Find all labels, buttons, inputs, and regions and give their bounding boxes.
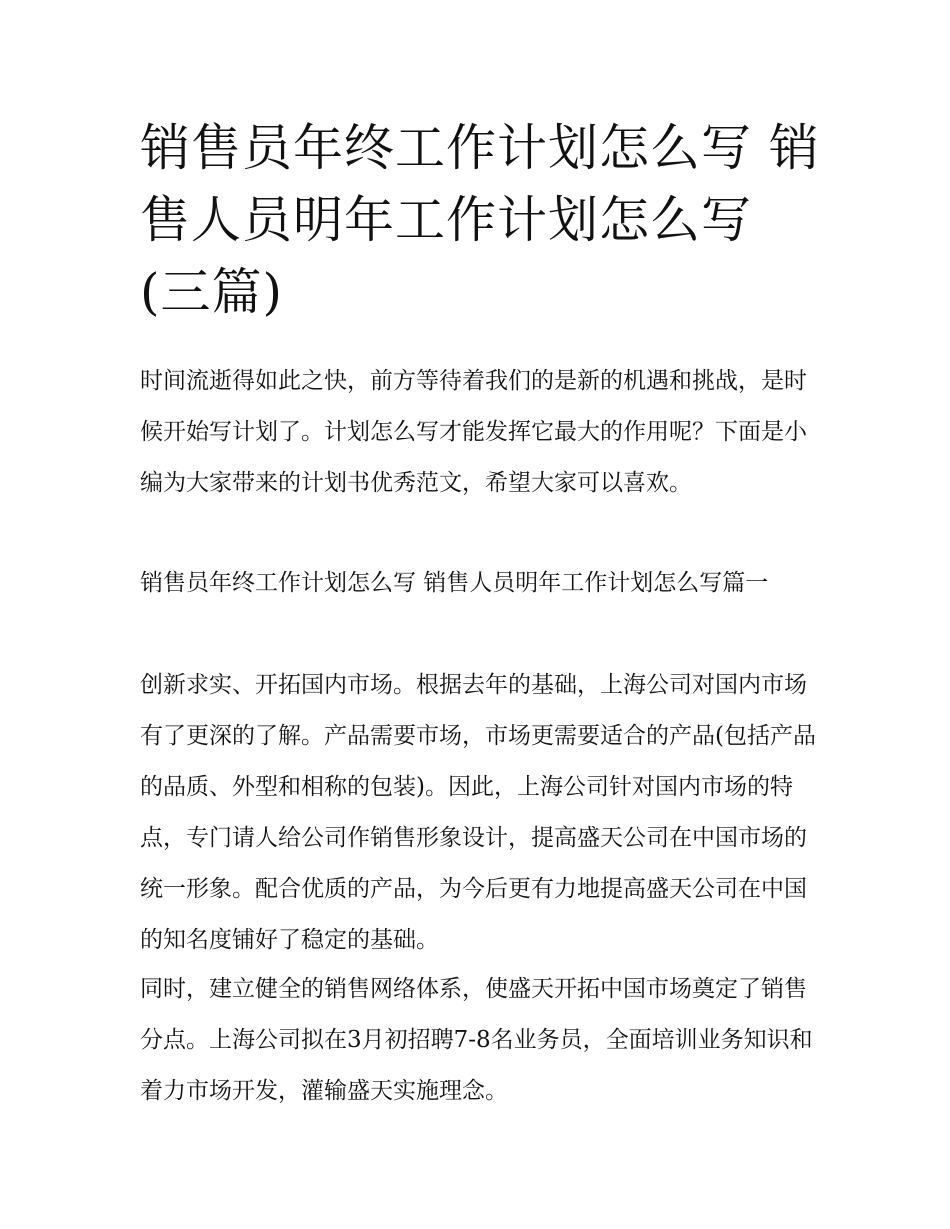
body-paragraph-2: 同时，建立健全的销售网络体系，使盛天开拓中国市场奠定了销售分点。上海公司拟在3月初招聘7-8名业务员，全面培训业务知识和着力市场开发，灌输盛天实施理念。	[140, 976, 813, 1104]
intro-paragraph: 时间流逝得如此之快，前方等待着我们的是新的机遇和挑战，是时候开始写计划了。计划怎么写才能发挥它最大的作用呢？下面是小编为大家带来的计划书优秀范文，希望大家可以喜欢。	[140, 368, 807, 496]
section-subheading: 销售员年终工作计划怎么写 销售人员明年工作计划怎么写篇一	[140, 570, 769, 596]
document-title: 销售员年终工作计划怎么写 销售人员明年工作计划怎么写(三篇)	[140, 119, 820, 321]
body-paragraph-1: 创新求实、开拓国内市场。根据去年的基础，上海公司对国内市场有了更深的了解。产品需要市场，市场更需要适合的产品(包括产品的品质、外型和相称的包装)。因此，上海公司针对国内市场的特点，专门请人给公司作销售形象设计，提高盛天公司在中国市场的统一形象。配合优质的产品，为今后更有力地提高盛天公司在中国的知名度铺好了稳定的基础。	[140, 672, 816, 953]
